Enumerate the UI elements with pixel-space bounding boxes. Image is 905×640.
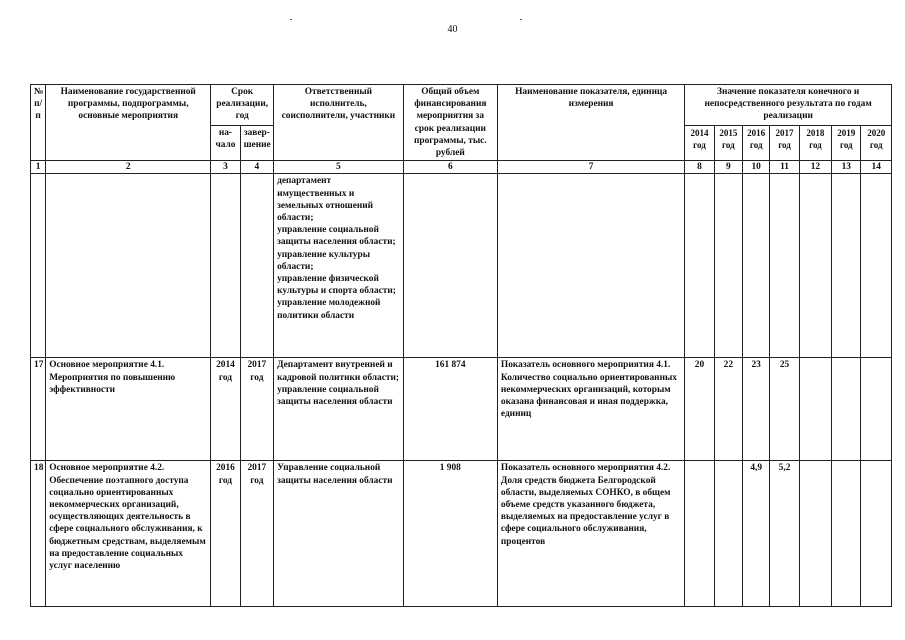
column-number: 11 — [770, 161, 799, 174]
row-volume: 1 908 — [403, 461, 497, 607]
column-number: 1 — [31, 161, 46, 174]
row-end: 2017 год — [240, 461, 273, 607]
table-row — [31, 174, 892, 358]
header-term-end: завер- шение — [240, 126, 273, 161]
row-value: 23 — [743, 358, 770, 461]
header-year: 2018 год — [799, 126, 831, 161]
row-value — [832, 174, 861, 358]
header-year: 2020 год — [861, 126, 892, 161]
row-responsible: департамент имущественных и земельных отношений области; управление социальной защиты населения области; управление культуры области; управление физической культуры и спорта области; управление молодежной политики области — [274, 174, 404, 358]
row-indicator: Показатель основного мероприятия 4.1. Количество социально ориентированных некоммерческих организаций, которым оказана финансовая и иная поддержка, единиц — [497, 358, 684, 461]
column-number: 7 — [497, 161, 684, 174]
column-number: 6 — [403, 161, 497, 174]
column-number: 9 — [714, 161, 742, 174]
row-responsible: Управление социальной защиты населения области — [274, 461, 404, 607]
row-indicator: Показатель основного мероприятия 4.2. Доля средств бюджета Белгородской области, выделяемых СОНКО, в общем объеме средств указанного бюджета, выделяемых на предоставление услуг в сфере социального обслуживания, процентов — [497, 461, 684, 607]
row-value — [770, 174, 799, 358]
row-start: 2016 год — [211, 461, 240, 607]
row-value — [861, 358, 892, 461]
row-value — [861, 461, 892, 607]
row-num: 18 — [31, 461, 46, 607]
header-name: Наименование государственной программы, подпрограммы, основные мероприятия — [46, 85, 211, 161]
header-year: 2019 год — [832, 126, 861, 161]
row-value: 25 — [770, 358, 799, 461]
row-start: 2014 год — [211, 358, 240, 461]
column-numbers-row — [31, 161, 892, 174]
row-responsible: Департамент внутренней и кадровой политики области; управление социальной защиты населения области — [274, 358, 404, 461]
row-name: Основное мероприятие 4.1. Мероприятия по повышению эффективности — [46, 358, 211, 461]
column-number: 12 — [799, 161, 831, 174]
column-number: 8 — [685, 161, 714, 174]
column-number: 13 — [832, 161, 861, 174]
row-value — [799, 358, 831, 461]
row-value — [685, 461, 714, 607]
row-value — [832, 461, 861, 607]
program-table — [30, 84, 892, 607]
scan-speck — [290, 19, 292, 20]
column-number: 5 — [274, 161, 404, 174]
column-number: 3 — [211, 161, 240, 174]
row-indicator — [497, 174, 684, 358]
header-year: 2015 год — [714, 126, 742, 161]
row-end — [240, 174, 273, 358]
column-number: 14 — [861, 161, 892, 174]
row-name: Основное мероприятие 4.2. Обеспечение поэтапного доступа социально ориентированных некоммерческих организаций, осуществляющих деятельность в сфере социального обслуживания, к бюджетным средствам, выделяемым на предоставление социальных услуг населению — [46, 461, 211, 607]
table-row — [31, 461, 892, 607]
row-value — [685, 174, 714, 358]
scan-speck — [520, 19, 522, 20]
row-value — [799, 461, 831, 607]
row-value — [743, 174, 770, 358]
row-value: 5,2 — [770, 461, 799, 607]
row-volume — [403, 174, 497, 358]
row-name — [46, 174, 211, 358]
column-number: 2 — [46, 161, 211, 174]
header-num: № п/п — [31, 85, 46, 161]
row-value — [861, 174, 892, 358]
header-indicator: Наименование показателя, единица измерения — [497, 85, 684, 161]
row-value: 20 — [685, 358, 714, 461]
table-row — [31, 358, 892, 461]
row-value: 22 — [714, 358, 742, 461]
header-term-start: на- чало — [211, 126, 240, 161]
row-value — [799, 174, 831, 358]
row-value — [832, 358, 861, 461]
row-num — [31, 174, 46, 358]
row-start — [211, 174, 240, 358]
row-num: 17 — [31, 358, 46, 461]
row-end: 2017 год — [240, 358, 273, 461]
row-value: 4,9 — [743, 461, 770, 607]
header-year: 2017 год — [770, 126, 799, 161]
header-responsible: Ответственный исполнитель, соисполнители, участники — [274, 85, 404, 161]
page-number: 40 — [447, 24, 458, 35]
row-value — [714, 174, 742, 358]
header-volume: Общий объем финансирования мероприятия за срок реализации программы, тыс. рублей — [403, 85, 497, 161]
header-year: 2016 год — [743, 126, 770, 161]
column-number: 10 — [743, 161, 770, 174]
row-volume: 161 874 — [403, 358, 497, 461]
header-year: 2014 год — [685, 126, 714, 161]
header-term: Срок реализации, год — [211, 85, 274, 126]
header-values: Значение показателя конечного и непосредственного результата по годам реализации — [685, 85, 892, 126]
row-value — [714, 461, 742, 607]
column-number: 4 — [240, 161, 273, 174]
